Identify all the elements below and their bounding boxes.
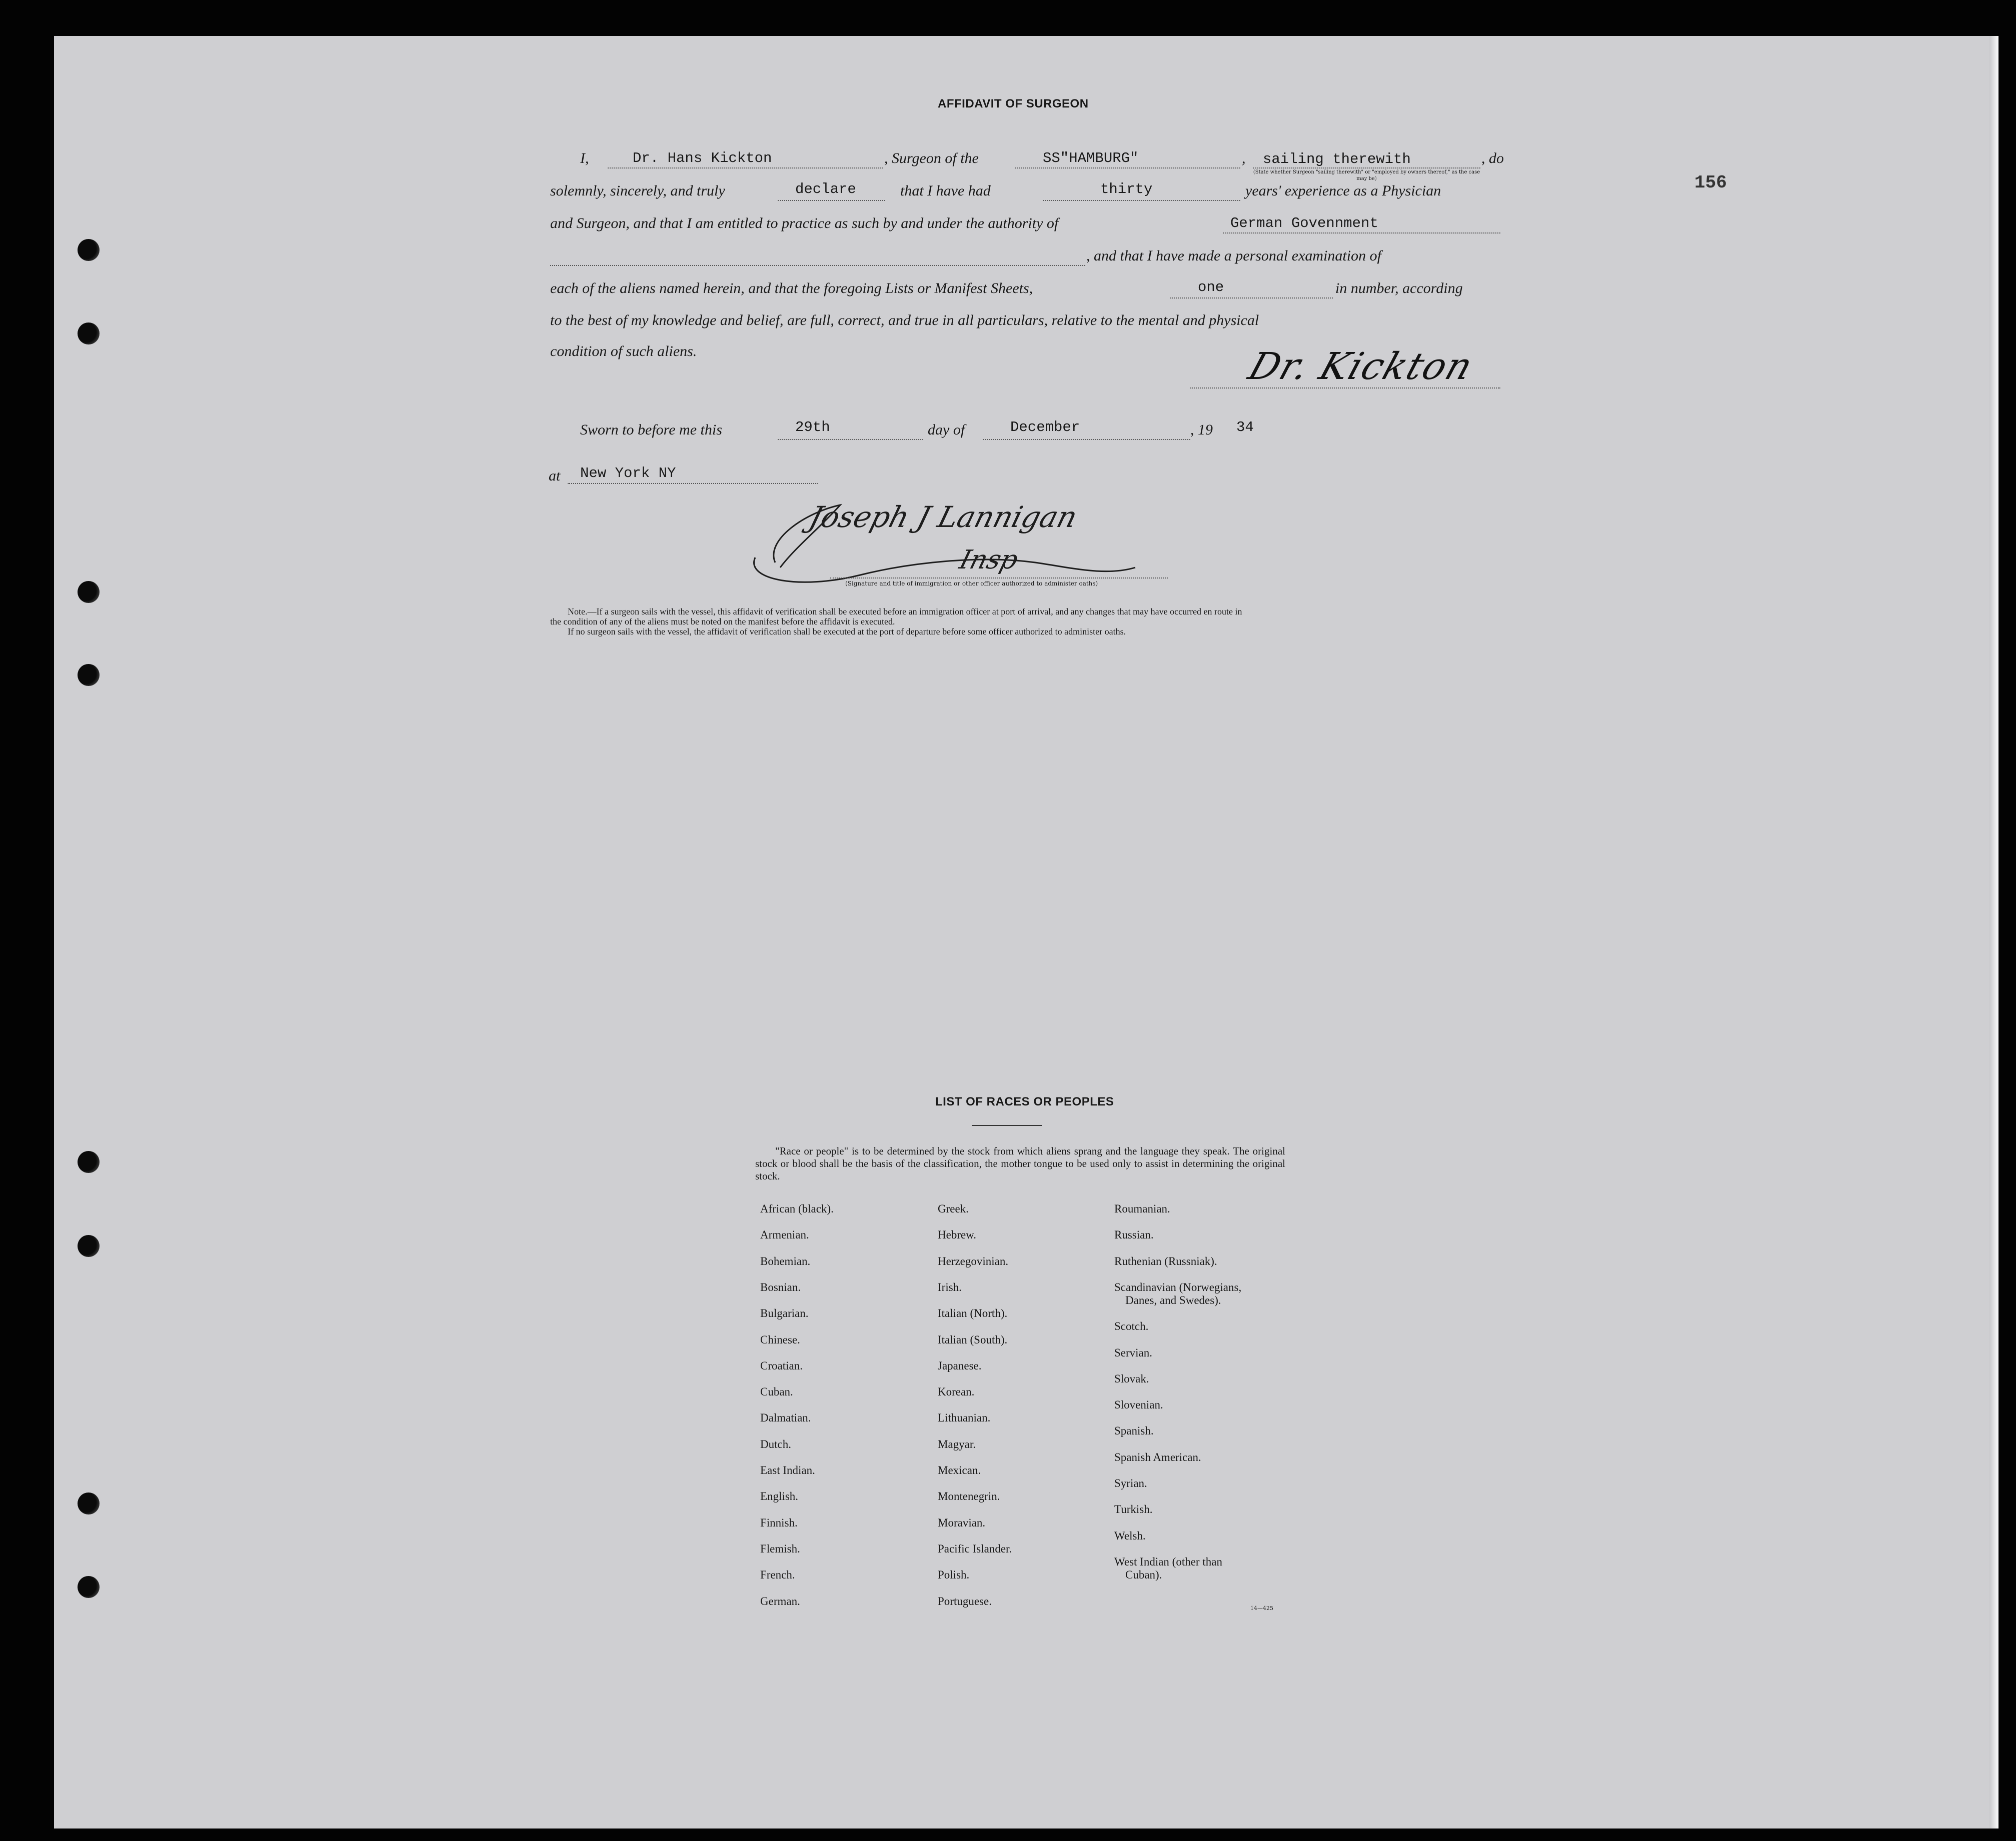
race-item: Italian (North). bbox=[938, 1307, 1008, 1320]
race-item: Greek. bbox=[938, 1202, 969, 1215]
dotted-rule bbox=[568, 483, 818, 484]
affidavit-line1-d: , do bbox=[1481, 150, 1504, 166]
authority: German Govennment bbox=[1230, 215, 1378, 232]
race-item: Welsh. bbox=[1114, 1529, 1146, 1542]
years-experience: thirty bbox=[1100, 181, 1153, 198]
note-line-1: Note.—If a surgeon sails with the vessel, this affidavit of verification shall be executed before an immigration officer at port of arrival, and any changes that may have occurred en route in bbox=[568, 606, 1242, 616]
race-item: Croatian. bbox=[760, 1359, 803, 1372]
sworn-text: Sworn to before me this bbox=[580, 422, 722, 438]
page-edge bbox=[1989, 36, 1998, 1828]
race-item: Danes, and Swedes). bbox=[1125, 1294, 1221, 1306]
race-item: Scotch. bbox=[1114, 1320, 1149, 1333]
binder-hole bbox=[78, 1492, 100, 1514]
sworn-year-prefix: , 19 bbox=[1190, 422, 1213, 438]
surgeon-name: Dr. Hans Kickton bbox=[633, 150, 772, 166]
paper-sheet bbox=[54, 36, 1989, 1828]
dotted-rule bbox=[778, 439, 923, 440]
affidavit-line1-a: I, bbox=[580, 150, 589, 166]
binder-hole bbox=[78, 1576, 100, 1598]
affidavit-line2-b: that I have had bbox=[900, 182, 991, 199]
sworn-day: 29th bbox=[795, 419, 830, 436]
sworn-month: December bbox=[1010, 419, 1080, 436]
race-item: Cuban. bbox=[760, 1386, 793, 1398]
sworn-day-of: day of bbox=[928, 422, 965, 438]
binder-hole bbox=[78, 239, 100, 261]
race-item: Herzegovinian. bbox=[938, 1254, 1009, 1268]
race-item: Dutch. bbox=[760, 1438, 791, 1450]
dotted-rule bbox=[1223, 232, 1500, 234]
page-number: 156 bbox=[1694, 172, 1727, 193]
race-item: Mexican. bbox=[938, 1464, 981, 1476]
dotted-rule bbox=[983, 439, 1190, 440]
dotted-rule bbox=[550, 265, 1085, 266]
race-item: West Indian (other than bbox=[1114, 1555, 1222, 1568]
manifest-sheets: one bbox=[1198, 279, 1224, 296]
title-rule bbox=[972, 1125, 1042, 1126]
affidavit-line1-c: , bbox=[1242, 150, 1246, 166]
affidavit-line2-c: years' experience as a Physician bbox=[1245, 182, 1441, 199]
race-item: Dalmatian. bbox=[760, 1412, 811, 1424]
race-item: Bohemian. bbox=[760, 1254, 811, 1268]
officer-title: Insp bbox=[956, 545, 1022, 575]
note-line-2: the condition of any of the aliens must be noted on the manifest before the affidavit is executed. bbox=[550, 616, 895, 626]
race-item: Ruthenian (Russniak). bbox=[1114, 1254, 1217, 1268]
affidavit-line7: condition of such aliens. bbox=[550, 343, 697, 360]
race-item: English. bbox=[760, 1490, 799, 1503]
race-item: Korean. bbox=[938, 1386, 975, 1398]
race-item: Moravian. bbox=[938, 1516, 986, 1529]
race-item: Scandinavian (Norwegians, bbox=[1114, 1280, 1242, 1294]
sworn-year: 34 bbox=[1236, 419, 1254, 436]
affidavit-line2-a: solemnly, sincerely, and truly bbox=[550, 182, 725, 199]
ship-name: SS"HAMBURG" bbox=[1043, 150, 1139, 166]
affidavit-line5-b: in number, according bbox=[1335, 280, 1463, 296]
race-item: Russian. bbox=[1114, 1228, 1154, 1242]
sailing-status: sailing therewith bbox=[1263, 151, 1411, 168]
affidavit-line4: , and that I have made a personal examination of bbox=[1086, 248, 1381, 264]
race-item: East Indian. bbox=[760, 1464, 815, 1476]
form-number: 14—425 bbox=[1250, 1605, 1273, 1612]
races-intro: "Race or people" is to be determined by the stock from which aliens sprang and the language they speak. The original stock or blood shall be the basis of the classification, the mother tongue to be used only to assist in determining the original stock. bbox=[755, 1145, 1285, 1182]
dotted-rule bbox=[1043, 200, 1240, 201]
binder-hole bbox=[78, 1235, 100, 1257]
race-item: German. bbox=[760, 1594, 800, 1608]
race-item: French. bbox=[760, 1568, 795, 1582]
race-item: Slovak. bbox=[1114, 1372, 1149, 1385]
race-item: Finnish. bbox=[760, 1516, 798, 1529]
officer-signature: Joseph J Lannigan bbox=[805, 500, 1081, 534]
race-item: Armenian. bbox=[760, 1228, 809, 1242]
dotted-rule bbox=[778, 200, 885, 201]
race-item: Syrian. bbox=[1114, 1477, 1147, 1490]
binder-hole bbox=[78, 581, 100, 603]
race-item: Irish. bbox=[938, 1280, 962, 1294]
race-item: Magyar. bbox=[938, 1438, 976, 1450]
binder-hole bbox=[78, 1151, 100, 1173]
race-item: Slovenian. bbox=[1114, 1398, 1163, 1412]
race-item: Cuban). bbox=[1125, 1568, 1162, 1581]
race-item: Spanish American. bbox=[1114, 1450, 1201, 1464]
affidavit-line5-a: each of the aliens named herein, and that the foregoing Lists or Manifest Sheets, bbox=[550, 280, 1033, 296]
race-item: Pacific Islander. bbox=[938, 1542, 1012, 1555]
sworn-place: New York NY bbox=[580, 465, 676, 482]
race-item: Servian. bbox=[1114, 1346, 1153, 1359]
binder-hole bbox=[78, 322, 100, 344]
race-item: Polish. bbox=[938, 1568, 970, 1582]
surgeon-signature: Dr. Kickton bbox=[1243, 345, 1479, 388]
race-item: Montenegrin. bbox=[938, 1490, 1000, 1503]
race-item: Turkish. bbox=[1114, 1503, 1153, 1516]
races-title: LIST OF RACES OR PEOPLES bbox=[935, 1095, 1114, 1108]
race-item: Lithuanian. bbox=[938, 1412, 991, 1424]
race-item: Italian (South). bbox=[938, 1333, 1008, 1346]
affidavit-title: AFFIDAVIT OF SURGEON bbox=[938, 97, 1089, 110]
race-item: Bosnian. bbox=[760, 1280, 801, 1294]
race-item: African (black). bbox=[760, 1202, 834, 1215]
race-item: Portuguese. bbox=[938, 1594, 992, 1608]
sailing-instruction: (State whether Surgeon "sailing therewith" or "employed by owners thereof," as the case may be) bbox=[1253, 170, 1480, 182]
affidavit-line1-b: , Surgeon of the bbox=[884, 150, 979, 166]
declare-word: declare bbox=[795, 181, 856, 198]
race-item: Bulgarian. bbox=[760, 1307, 809, 1320]
affidavit-line3-a: and Surgeon, and that I am entitled to practice as such by and under the authority of bbox=[550, 215, 1059, 232]
race-item: Roumanian. bbox=[1114, 1202, 1170, 1215]
race-item: Flemish. bbox=[760, 1542, 800, 1555]
binder-hole bbox=[78, 664, 100, 686]
race-item: Hebrew. bbox=[938, 1228, 977, 1242]
affidavit-line6: to the best of my knowledge and belief, are full, correct, and true in all particulars, relative to the mental and physical bbox=[550, 312, 1259, 328]
at-label: at bbox=[549, 468, 561, 484]
race-item: Spanish. bbox=[1114, 1424, 1154, 1438]
race-item: Japanese. bbox=[938, 1359, 982, 1372]
race-item: Chinese. bbox=[760, 1333, 800, 1346]
signature-caption: (Signature and title of immigration or other officer authorized to administer oaths) bbox=[845, 580, 1098, 587]
note-line-3: If no surgeon sails with the vessel, the affidavit of verification shall be executed at the port of departure before some officer authorized to administer oaths. bbox=[568, 626, 1126, 636]
